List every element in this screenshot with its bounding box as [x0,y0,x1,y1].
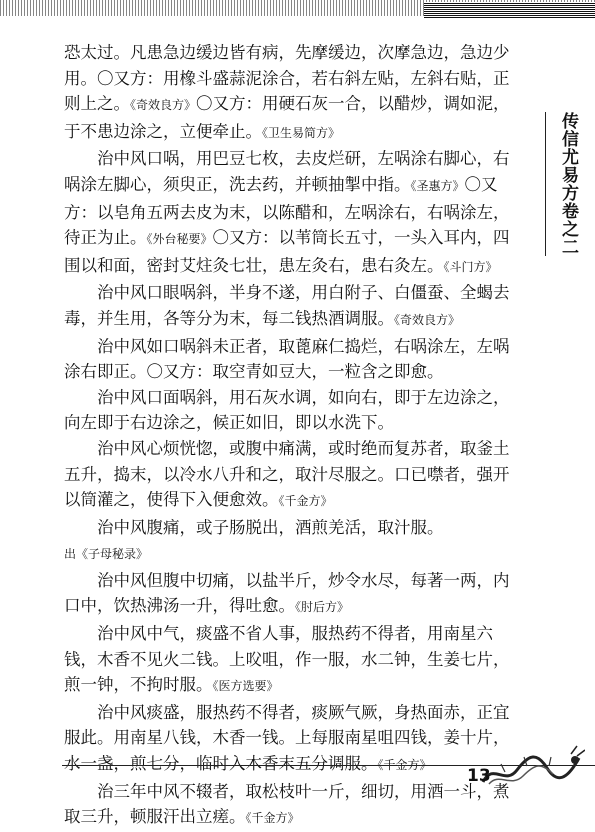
paragraph [64,40,524,146]
source-citation: 《千金方》 [377,758,432,773]
source-citation: 《奇效良方》 [394,312,461,327]
paragraph-text: 治三年中风不辍者，取松枝叶一斤，细切，用酒一斗，煮取三升，顿服汗出立瘥。 [64,781,510,827]
paragraph-text: 治中风心烦恍惚，或腹中痛满，或时绝而复苏者，取釜土五升，捣末，以冷水八升和之，取汁尽服之。口已噤者，强开以筒灌之，使得下入便愈效。 [64,438,510,510]
paragraph [64,515,524,568]
paragraph-text: 治中风腹痛，或子肠脱出，酒煎羌活，取汁服。 [97,517,444,537]
source-citation: 《奇效良方》 [130,98,197,113]
paragraph [64,146,524,280]
paragraph [64,436,524,515]
paragraph-text: 治中风中气，痰盛不省人事，服热药不得者，用南星六钱，木香不见火二钱。上㕮咀，作一服，水二钟，生姜七片，煎一钟，不拘时服。 [64,624,510,695]
page-text [64,40,524,832]
paragraph-text: 治中风但腹中切痛，以盐半斤，炒令水尽，每著一两，内口中，饮热沸汤一升，得吐愈。 [64,570,510,616]
running-header [545,112,584,256]
paragraph-text: 〇又方：用硬石灰一合，以醋炒，调如泥，于不患边涂之，立便牵止。 [64,94,510,141]
paragraph [64,700,524,779]
source-citation: 《外台秘要》 [146,232,213,247]
paragraph [64,621,524,700]
paragraph [64,334,524,385]
dragon-ornament-icon [475,742,585,790]
paragraph [64,280,524,333]
paragraph [64,779,524,832]
page-number: 13 [467,766,491,786]
paragraph-text: 〇又方：以皂角五两去皮为末，以陈醋和，左㖞涂右，右㖞涂左，待正为止。 [64,174,510,248]
source-citation: 《千金方》 [245,811,300,826]
paragraph [64,385,524,436]
source-citation: 《卫生易简方》 [262,125,341,140]
paragraph-text: 治中风如口㖞斜未正者，取蓖麻仁捣烂，右㖞涂左，左㖞涂右即正。〇又方：取空青如豆大，一粒含之即愈。 [64,336,510,382]
source-citation: 《圣惠方》 [410,178,465,193]
source-citation: 《斗门方》 [443,259,498,274]
source-citation: 《医方选要》 [212,679,279,694]
paragraph-text: 治中风口眼㖞斜，半身不遂，用白附子、白僵蚕、全蝎去毒，并生用，各等分为末，每二钱热酒调服。 [64,283,510,328]
source-citation: 《千金方》 [278,494,333,509]
top-decorative-band [424,2,595,18]
paragraph [64,568,524,621]
paragraph-text: 治中风口面㖞斜，用石灰水调，如向右，即于左边涂之，向左即于右边涂之，候正如旧，即以水洗下。 [64,387,510,433]
source-citation: 《肘后方》 [295,600,350,615]
source-citation: 出《子母秘录》 [64,547,149,562]
paragraph-text: 恐太过。凡患急边缓边皆有病，先摩缓边，次摩急边，急边少用。〇又方：用橡斗盛蒜泥涂合，若右斜左贴，左斜右贴，正则上之。 [64,43,510,114]
paragraph-text: 治中风口㖞，用巴豆七枚，去皮烂研，左㖞涂右脚心，右㖞涂左脚心，须臾正，洗去药，并顿抽掣中指。 [64,149,510,194]
paragraph-text: 〇又方：以苇筒长五寸，一头入耳内，四围以和面，密封艾炷灸七壮，患左灸右，患右灸左。 [64,228,510,275]
paragraph-text: 治中风痰盛，服热药不得者，痰厥气厥，身热面赤，正宜服此。用南星八钱，木香一钱。上每服南星咀四钱，姜十片，水一盏，煎七分，临时入木香末五分调服。 [64,702,510,774]
section-title: 传信尤易方卷之二 [558,112,578,256]
